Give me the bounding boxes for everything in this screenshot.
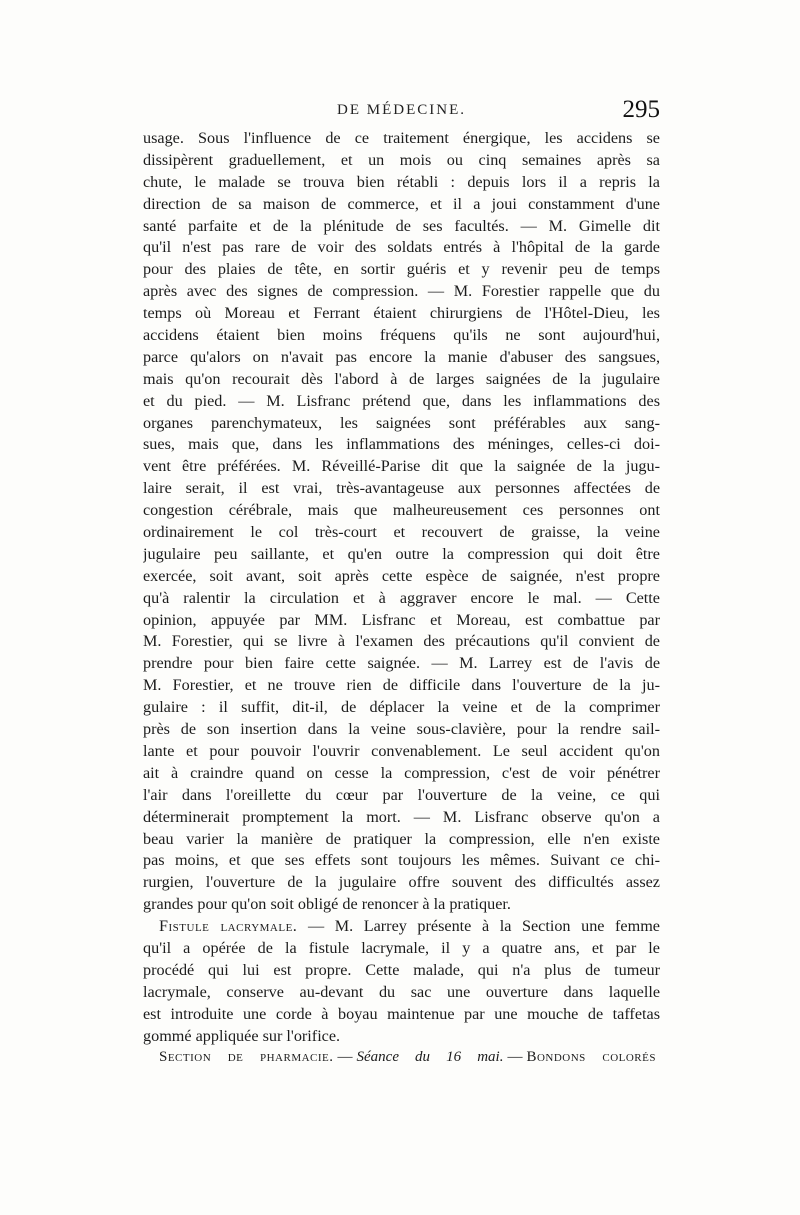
- text-line: l'air dans l'oreillette du cœur par l'ouverture de la veine, ce qui: [143, 785, 660, 804]
- text-line: prendre pour bien faire cette saignée. — M. Larrey est de l'avis de: [143, 654, 660, 673]
- running-title: DE MÉDECINE.: [337, 102, 466, 118]
- text-line: grandes pour qu'on soit obligé de renoncer à la pratiquer.: [143, 895, 511, 914]
- text-line: laire serait, il est vrai, très-avantageuse aux personnes affectées de: [143, 479, 660, 498]
- text-line: santé parfaite et de la plénitude de ses facultés. — M. Gimelle dit: [143, 216, 660, 235]
- section-heading-pharmacie: Section de pharmacie.: [159, 1049, 334, 1066]
- text-line: rurgien, l'ouverture de la jugulaire offre souvent des difficultés assez: [143, 873, 660, 892]
- text-line: après avec des signes de compression. — M. Forestier rappelle que du: [143, 282, 660, 301]
- section-fistule-first-line-text: — M. Larrey présente à la Section une femme: [307, 917, 660, 936]
- text-line: opinion, appuyée par MM. Lisfranc et Moreau, est combattue par: [143, 610, 660, 629]
- section-pharmacie-line: [143, 1047, 660, 1069]
- body-text: [143, 128, 660, 1069]
- text-line: qu'à ralentir la circulation et à aggraver encore le mal. — Cette: [143, 588, 660, 607]
- text-line: qu'il n'est pas rare de voir des soldats entrés à l'hôpital de la garde: [143, 238, 660, 257]
- text-line: ordinairement le col très-court et recouvert de graisse, la veine: [143, 523, 660, 542]
- running-head: [143, 96, 660, 126]
- text-line: qu'il a opérée de la fistule lacrymale, il y a quatre ans, et par le: [143, 938, 660, 957]
- text-line: sues, mais que, dans les inflammations des méninges, celles-ci doi-: [143, 435, 660, 454]
- em-dash: —: [507, 1049, 523, 1066]
- text-line: lacrymale, conserve au-devant du sac une ouverture dans laquelle: [143, 982, 660, 1001]
- text-line: mais qu'on recourait dès l'abord à de larges saignées de la jugulaire: [143, 369, 660, 388]
- session-date: Séance du 16 mai.: [356, 1049, 504, 1066]
- text-line: beau varier la manière de pratiquer la compression, elle n'en existe: [143, 829, 660, 848]
- text-line: déterminerait promptement la mort. — M. Lisfranc observe qu'on a: [143, 807, 660, 826]
- text-line: congestion cérébrale, mais que malheureusement ces personnes ont: [143, 501, 660, 520]
- text-line: lante et pour pouvoir l'ouvrir convenablement. Le seul accident qu'on: [143, 741, 660, 760]
- section-heading-fistule: Fistule lacrymale.: [159, 917, 298, 936]
- section-fistule-first-line: [143, 916, 660, 938]
- text-line: et du pied. — M. Lisfranc prétend que, dans les inflammations des: [143, 391, 660, 410]
- text-line: direction de sa maison de commerce, et il a joui constamment d'une: [143, 194, 660, 213]
- text-line: près de son insertion dans la veine sous-clavière, pour la rendre sail-: [143, 720, 660, 739]
- text-line: procédé qui lui est propre. Cette malade, qui n'a plus de tumeur: [143, 960, 660, 979]
- text-line: M. Forestier, et ne trouve rien de difficile dans l'ouverture de la ju-: [143, 676, 660, 695]
- text-line: est introduite une corde à boyau maintenue par une mouche de taffetas: [143, 1004, 660, 1023]
- text-line: exercée, soit avant, soit après cette espèce de saignée, n'est propre: [143, 566, 660, 585]
- text-line: gulaire : il suffit, dit-il, de déplacer la veine et de la comprimer: [143, 698, 660, 717]
- text-line: temps où Moreau et Ferrant étaient chirurgiens de l'Hôtel-Dieu, les: [143, 304, 660, 323]
- text-line: M. Forestier, qui se livre à l'examen des précautions qu'il convient de: [143, 632, 660, 651]
- section-topic: Bondons colorés: [526, 1049, 656, 1066]
- em-dash: —: [337, 1049, 353, 1066]
- text-line: jugulaire peu saillante, et qu'en outre la compression qui doit être: [143, 544, 660, 563]
- text-line: dissipèrent graduellement, et un mois ou cinq semaines après sa: [143, 150, 660, 169]
- text-line: organes parenchymateux, les saignées sont préférables aux sang-: [143, 413, 660, 432]
- text-line: accidens étaient bien moins fréquens qu'ils ne sont aujourd'hui,: [143, 326, 660, 345]
- text-line: gommé appliquée sur l'orifice.: [143, 1026, 341, 1045]
- text-line: ait à craindre quand on cesse la compression, c'est de voir pénétrer: [143, 763, 660, 782]
- text-line: chute, le malade se trouva bien rétabli : depuis lors il a repris la: [143, 172, 660, 191]
- text-line: usage. Sous l'influence de ce traitement énergique, les accidens se: [143, 129, 660, 147]
- page-number: 295: [622, 96, 660, 123]
- text-line: vent être préférées. M. Réveillé-Parise dit que la saignée de la jugu-: [143, 457, 660, 476]
- text-line: pas moins, et que ses effets sont toujours les mêmes. Suivant ce chi-: [143, 851, 660, 870]
- text-line: parce qu'alors on n'avait pas encore la manie d'abuser des sangsues,: [143, 347, 660, 366]
- text-line: pour des plaies de tête, en sortir guéris et y revenir peu de temps: [143, 260, 660, 279]
